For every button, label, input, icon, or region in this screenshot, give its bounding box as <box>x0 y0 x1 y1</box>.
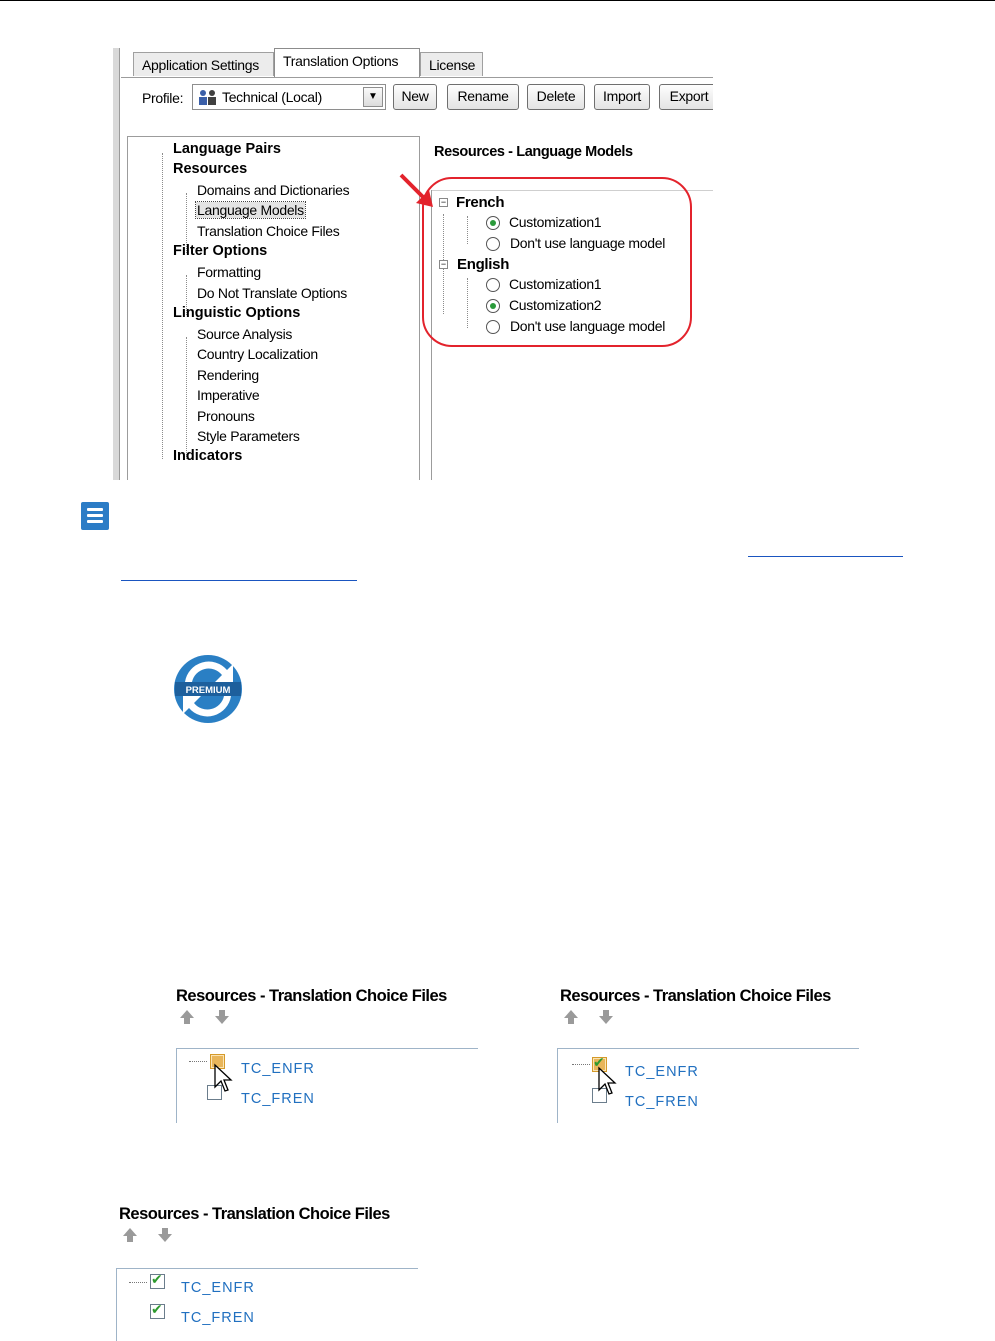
tcf-title: Resources - Translation Choice Files <box>176 987 447 1005</box>
collapse-english-icon[interactable]: − <box>440 259 447 269</box>
tree-imperative[interactable]: Imperative <box>197 387 260 403</box>
delete-button[interactable]: Delete <box>527 84 585 110</box>
move-up-icon[interactable] <box>121 1226 139 1244</box>
tcf-item-tc-enfr[interactable]: TC_ENFR <box>181 1280 255 1296</box>
red-highlight-ellipse <box>422 177 692 347</box>
tcf-item-tc-fren[interactable]: TC_FREN <box>241 1091 315 1107</box>
tree-guide <box>186 337 187 459</box>
tree-guide <box>189 1061 207 1062</box>
tcf-list <box>557 1048 859 1123</box>
checkbox-tc-fren[interactable] <box>150 1304 165 1319</box>
import-button[interactable]: Import <box>594 84 650 110</box>
translation-options-dialog <box>113 48 713 480</box>
tree-style-parameters[interactable]: Style Parameters <box>197 428 300 444</box>
move-down-icon[interactable] <box>597 1008 615 1026</box>
lm-french: French <box>456 194 505 211</box>
tcf-item-tc-fren[interactable]: TC_FREN <box>181 1310 255 1326</box>
chevron-down-icon[interactable]: ▼ <box>363 87 383 107</box>
lm-french-option-1[interactable]: Customization1 <box>509 214 602 230</box>
tree-linguistic-options[interactable]: Linguistic Options <box>173 305 301 321</box>
tree-pronouns[interactable]: Pronouns <box>197 408 255 424</box>
tree-translation-choice-files[interactable]: Translation Choice Files <box>197 223 340 239</box>
export-button[interactable]: Export <box>659 84 713 110</box>
profile-value: Technical (Local) <box>222 89 322 105</box>
lm-english: English <box>457 256 510 273</box>
tcf-title: Resources - Translation Choice Files <box>119 1205 390 1223</box>
tcf-list <box>116 1268 418 1341</box>
tree-guide <box>129 1282 147 1283</box>
lm-english-option-2[interactable]: Customization2 <box>509 297 602 313</box>
tree-guide <box>162 153 163 459</box>
lm-french-option-2[interactable]: Don't use language model <box>510 235 666 251</box>
tree-do-not-translate[interactable]: Do Not Translate Options <box>197 285 347 301</box>
note-icon <box>81 502 109 530</box>
tab-application-settings[interactable]: Application Settings <box>133 52 274 76</box>
language-models-panel-title: Resources - Language Models <box>434 144 633 160</box>
profile-label: Profile: <box>142 90 184 106</box>
tree-indicators[interactable]: Indicators <box>173 448 243 464</box>
lm-english-option-1[interactable]: Customization1 <box>509 276 602 292</box>
hyperlink-underline[interactable] <box>121 580 357 581</box>
tab-license[interactable]: License <box>420 52 483 76</box>
tree-formatting[interactable]: Formatting <box>197 264 261 280</box>
tree-domains-dictionaries[interactable]: Domains and Dictionaries <box>197 182 350 198</box>
tree-country-localization[interactable]: Country Localization <box>197 346 318 362</box>
tree-source-analysis[interactable]: Source Analysis <box>197 326 293 342</box>
dialog-left-frame <box>113 48 120 480</box>
tcf-panel-1 <box>176 987 478 1117</box>
move-down-icon[interactable] <box>213 1008 231 1026</box>
premium-badge-icon <box>173 654 243 724</box>
tab-rule <box>121 77 713 78</box>
rename-button[interactable]: Rename <box>447 84 519 110</box>
move-down-icon[interactable] <box>156 1226 174 1244</box>
page-top-rule <box>0 0 995 1</box>
tcf-item-tc-enfr[interactable]: TC_ENFR <box>625 1064 699 1080</box>
tcf-item-tc-fren[interactable]: TC_FREN <box>625 1094 699 1110</box>
tree-guide <box>572 1064 590 1065</box>
tcf-item-tc-enfr[interactable]: TC_ENFR <box>241 1061 315 1077</box>
options-tree <box>127 136 420 480</box>
tree-language-pairs[interactable]: Language Pairs <box>173 141 281 157</box>
tcf-panel-3 <box>119 1205 421 1341</box>
collapse-french-icon[interactable]: − <box>440 197 447 207</box>
tcf-list <box>176 1048 478 1123</box>
tree-filter-options[interactable]: Filter Options <box>173 243 268 259</box>
tree-rendering[interactable]: Rendering <box>197 367 259 383</box>
move-up-icon[interactable] <box>562 1008 580 1026</box>
tab-translation-options[interactable]: Translation Options <box>274 48 420 77</box>
profile-users-icon <box>197 89 219 105</box>
profile-select[interactable] <box>192 84 386 110</box>
new-button[interactable]: New <box>393 84 437 110</box>
tcf-title: Resources - Translation Choice Files <box>560 987 831 1005</box>
tree-resources[interactable]: Resources <box>173 161 248 177</box>
tcf-panel-2 <box>560 987 862 1117</box>
lm-english-option-3[interactable]: Don't use language model <box>510 318 666 334</box>
tree-language-models[interactable]: Language Models <box>197 202 304 218</box>
premium-label: PREMIUM <box>185 685 231 696</box>
mouse-cursor-icon <box>597 1066 617 1096</box>
checkbox-tc-enfr[interactable] <box>150 1274 165 1289</box>
hyperlink-underline[interactable] <box>748 556 903 557</box>
move-up-icon[interactable] <box>178 1008 196 1026</box>
mouse-cursor-icon <box>213 1063 233 1093</box>
